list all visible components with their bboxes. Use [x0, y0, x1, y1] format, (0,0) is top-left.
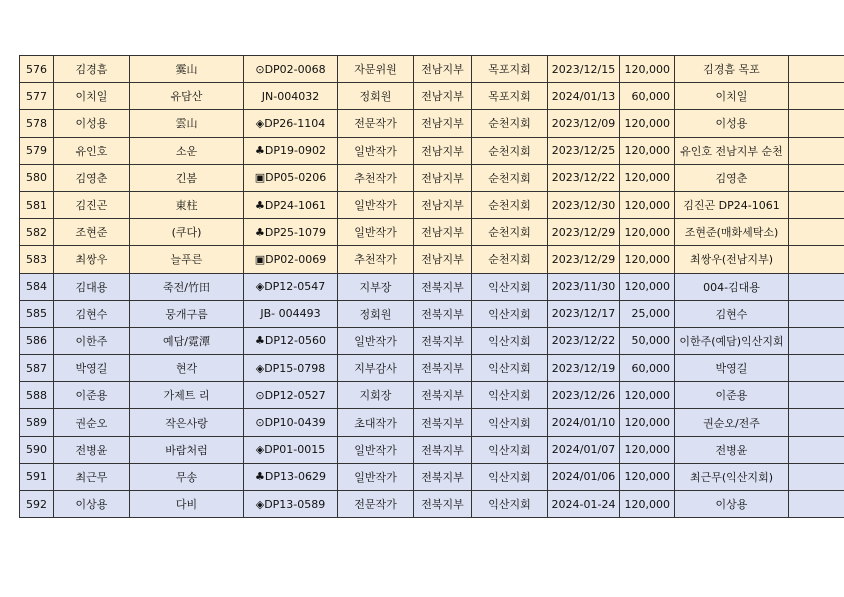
payment-date-cell: 2023/12/09	[548, 110, 620, 137]
payment-amount-cell: 120,000	[620, 409, 675, 436]
note-cell	[789, 246, 844, 273]
table-row	[20, 83, 844, 110]
table-row	[20, 273, 844, 300]
branch-cell: 전북지부	[414, 491, 472, 518]
pen-name-cell: (쿠다)	[130, 219, 244, 246]
chapter-cell: 익산지회	[472, 491, 548, 518]
depositor-name-cell: 김진곤 DP24-1061	[675, 191, 789, 218]
note-cell	[789, 273, 844, 300]
depositor-name-cell: 최쌍우(전남지부)	[675, 246, 789, 273]
pen-name-cell: 무송	[130, 463, 244, 490]
chapter-cell: 목포지회	[472, 56, 548, 83]
payment-amount-cell: 50,000	[620, 327, 675, 354]
pen-name-cell: 예담/霓潭	[130, 327, 244, 354]
payment-date-cell: 2023/11/30	[548, 273, 620, 300]
note-cell	[789, 56, 844, 83]
member-name-cell: 최근무	[54, 463, 130, 490]
member-rank-cell: 정회원	[338, 300, 414, 327]
member-rank-cell: 지회장	[338, 382, 414, 409]
member-rank-cell: 지부감사	[338, 355, 414, 382]
row-number-cell: 584	[20, 273, 54, 300]
branch-cell: 전북지부	[414, 273, 472, 300]
member-rank-cell: 추천작가	[338, 246, 414, 273]
payment-amount-cell: 120,000	[620, 219, 675, 246]
row-number-cell: 580	[20, 164, 54, 191]
member-code-cell: ⊙DP02-0068	[244, 56, 338, 83]
member-rank-cell: 일반작가	[338, 463, 414, 490]
member-rank-cell: 일반작가	[338, 327, 414, 354]
row-number-cell: 590	[20, 436, 54, 463]
chapter-cell: 순천지회	[472, 137, 548, 164]
member-name-cell: 이치일	[54, 83, 130, 110]
pen-name-cell: 현각	[130, 355, 244, 382]
table-row	[20, 436, 844, 463]
chapter-cell: 익산지회	[472, 463, 548, 490]
chapter-cell: 익산지회	[472, 327, 548, 354]
note-cell	[789, 355, 844, 382]
member-rank-cell: 일반작가	[338, 219, 414, 246]
table-row	[20, 164, 844, 191]
member-rank-cell: 일반작가	[338, 137, 414, 164]
member-code-cell: ♣DP25-1079	[244, 219, 338, 246]
table-row	[20, 110, 844, 137]
member-name-cell: 김현수	[54, 300, 130, 327]
member-name-cell: 전병윤	[54, 436, 130, 463]
note-cell	[789, 137, 844, 164]
row-number-cell: 588	[20, 382, 54, 409]
member-code-cell: ◈DP15-0798	[244, 355, 338, 382]
payment-amount-cell: 120,000	[620, 56, 675, 83]
row-number-cell: 592	[20, 491, 54, 518]
table-body	[20, 56, 844, 518]
member-name-cell: 조현준	[54, 219, 130, 246]
member-code-cell: ◈DP12-0547	[244, 273, 338, 300]
member-rank-cell: 전문작가	[338, 491, 414, 518]
payment-amount-cell: 120,000	[620, 137, 675, 164]
pen-name-cell: 가제트 리	[130, 382, 244, 409]
depositor-name-cell: 조현준(매화세탁소)	[675, 219, 789, 246]
pen-name-cell: 다비	[130, 491, 244, 518]
branch-cell: 전남지부	[414, 246, 472, 273]
member-name-cell: 김경흠	[54, 56, 130, 83]
member-name-cell: 권순오	[54, 409, 130, 436]
payment-amount-cell: 120,000	[620, 110, 675, 137]
depositor-name-cell: 이치일	[675, 83, 789, 110]
note-cell	[789, 164, 844, 191]
pen-name-cell: 유담산	[130, 83, 244, 110]
depositor-name-cell: 권순오/전주	[675, 409, 789, 436]
member-code-cell: ♣DP19-0902	[244, 137, 338, 164]
branch-cell: 전남지부	[414, 56, 472, 83]
pen-name-cell: 소운	[130, 137, 244, 164]
table-row	[20, 246, 844, 273]
payment-date-cell: 2023/12/15	[548, 56, 620, 83]
member-code-cell: ▣DP05-0206	[244, 164, 338, 191]
depositor-name-cell: 이준용	[675, 382, 789, 409]
note-cell	[789, 491, 844, 518]
payment-amount-cell: 25,000	[620, 300, 675, 327]
payment-date-cell: 2024-01-24	[548, 491, 620, 518]
payment-date-cell: 2024/01/13	[548, 83, 620, 110]
table-row	[20, 409, 844, 436]
branch-cell: 전북지부	[414, 355, 472, 382]
payment-amount-cell: 120,000	[620, 463, 675, 490]
member-code-cell: ◈DP13-0589	[244, 491, 338, 518]
note-cell	[789, 382, 844, 409]
depositor-name-cell: 이한주(예담)익산지회	[675, 327, 789, 354]
payment-amount-cell: 120,000	[620, 164, 675, 191]
payment-date-cell: 2023/12/29	[548, 246, 620, 273]
payment-amount-cell: 120,000	[620, 191, 675, 218]
row-number-cell: 582	[20, 219, 54, 246]
table-row	[20, 491, 844, 518]
row-number-cell: 583	[20, 246, 54, 273]
member-code-cell: ◈DP26-1104	[244, 110, 338, 137]
pen-name-cell: 늘푸른	[130, 246, 244, 273]
payment-amount-cell: 120,000	[620, 273, 675, 300]
member-code-cell: ▣DP02-0069	[244, 246, 338, 273]
member-rank-cell: 초대작가	[338, 409, 414, 436]
row-number-cell: 579	[20, 137, 54, 164]
pen-name-cell: 뭉개구름	[130, 300, 244, 327]
member-code-cell: JB- 004493	[244, 300, 338, 327]
note-cell	[789, 191, 844, 218]
chapter-cell: 익산지회	[472, 409, 548, 436]
depositor-name-cell: 최근무(익산지회)	[675, 463, 789, 490]
member-code-cell: ⊙DP10-0439	[244, 409, 338, 436]
pen-name-cell: 雲山	[130, 110, 244, 137]
member-rank-cell: 일반작가	[338, 191, 414, 218]
branch-cell: 전남지부	[414, 83, 472, 110]
payment-date-cell: 2023/12/17	[548, 300, 620, 327]
depositor-name-cell: 김경흠 목포	[675, 56, 789, 83]
row-number-cell: 589	[20, 409, 54, 436]
chapter-cell: 순천지회	[472, 164, 548, 191]
member-code-cell: ♣DP13-0629	[244, 463, 338, 490]
pen-name-cell: 긴봄	[130, 164, 244, 191]
payment-date-cell: 2024/01/06	[548, 463, 620, 490]
row-number-cell: 577	[20, 83, 54, 110]
note-cell	[789, 83, 844, 110]
member-rank-cell: 지부장	[338, 273, 414, 300]
member-name-cell: 이상용	[54, 491, 130, 518]
branch-cell: 전북지부	[414, 436, 472, 463]
member-name-cell: 유인호	[54, 137, 130, 164]
member-rank-cell: 추천작가	[338, 164, 414, 191]
payment-amount-cell: 120,000	[620, 246, 675, 273]
payment-amount-cell: 60,000	[620, 83, 675, 110]
payment-date-cell: 2024/01/07	[548, 436, 620, 463]
table-row	[20, 219, 844, 246]
row-number-cell: 576	[20, 56, 54, 83]
row-number-cell: 587	[20, 355, 54, 382]
depositor-name-cell: 004-김대용	[675, 273, 789, 300]
note-cell	[789, 300, 844, 327]
table-row	[20, 355, 844, 382]
chapter-cell: 익산지회	[472, 355, 548, 382]
member-name-cell: 이준용	[54, 382, 130, 409]
member-code-cell: ♣DP24-1061	[244, 191, 338, 218]
table-row	[20, 382, 844, 409]
pen-name-cell: 霙山	[130, 56, 244, 83]
member-name-cell: 최쌍우	[54, 246, 130, 273]
row-number-cell: 591	[20, 463, 54, 490]
payment-date-cell: 2023/12/26	[548, 382, 620, 409]
depositor-name-cell: 김현수	[675, 300, 789, 327]
member-rank-cell: 전문작가	[338, 110, 414, 137]
chapter-cell: 순천지회	[472, 191, 548, 218]
chapter-cell: 순천지회	[472, 219, 548, 246]
member-rank-cell: 일반작가	[338, 436, 414, 463]
row-number-cell: 578	[20, 110, 54, 137]
depositor-name-cell: 전병윤	[675, 436, 789, 463]
pen-name-cell: 죽전/竹田	[130, 273, 244, 300]
chapter-cell: 목포지회	[472, 83, 548, 110]
table-row	[20, 327, 844, 354]
branch-cell: 전남지부	[414, 137, 472, 164]
table-row	[20, 191, 844, 218]
chapter-cell: 익산지회	[472, 273, 548, 300]
payment-amount-cell: 120,000	[620, 436, 675, 463]
chapter-cell: 익산지회	[472, 436, 548, 463]
depositor-name-cell: 유인호 전남지부 순천	[675, 137, 789, 164]
member-name-cell: 김영춘	[54, 164, 130, 191]
note-cell	[789, 219, 844, 246]
depositor-name-cell: 박영길	[675, 355, 789, 382]
table-row	[20, 463, 844, 490]
member-code-cell: ♣DP12-0560	[244, 327, 338, 354]
member-code-cell: JN-004032	[244, 83, 338, 110]
row-number-cell: 586	[20, 327, 54, 354]
payment-amount-cell: 120,000	[620, 382, 675, 409]
branch-cell: 전북지부	[414, 463, 472, 490]
branch-cell: 전북지부	[414, 409, 472, 436]
chapter-cell: 익산지회	[472, 300, 548, 327]
payment-amount-cell: 60,000	[620, 355, 675, 382]
member-rank-cell: 정회원	[338, 83, 414, 110]
table-row	[20, 137, 844, 164]
member-name-cell: 박영길	[54, 355, 130, 382]
member-payment-table	[19, 55, 844, 518]
pen-name-cell: 東柱	[130, 191, 244, 218]
note-cell	[789, 463, 844, 490]
member-name-cell: 김진곤	[54, 191, 130, 218]
chapter-cell: 순천지회	[472, 246, 548, 273]
table-row	[20, 300, 844, 327]
table-row	[20, 56, 844, 83]
chapter-cell: 익산지회	[472, 382, 548, 409]
branch-cell: 전남지부	[414, 191, 472, 218]
pen-name-cell: 작은사랑	[130, 409, 244, 436]
member-name-cell: 이한주	[54, 327, 130, 354]
payment-date-cell: 2024/01/10	[548, 409, 620, 436]
branch-cell: 전북지부	[414, 300, 472, 327]
member-name-cell: 이성용	[54, 110, 130, 137]
payment-amount-cell: 120,000	[620, 491, 675, 518]
note-cell	[789, 436, 844, 463]
branch-cell: 전남지부	[414, 110, 472, 137]
payment-date-cell: 2023/12/25	[548, 137, 620, 164]
payment-date-cell: 2023/12/19	[548, 355, 620, 382]
note-cell	[789, 327, 844, 354]
member-name-cell: 김대용	[54, 273, 130, 300]
payment-date-cell: 2023/12/22	[548, 164, 620, 191]
branch-cell: 전남지부	[414, 219, 472, 246]
branch-cell: 전북지부	[414, 327, 472, 354]
branch-cell: 전북지부	[414, 382, 472, 409]
note-cell	[789, 409, 844, 436]
member-rank-cell: 자문위원	[338, 56, 414, 83]
row-number-cell: 581	[20, 191, 54, 218]
depositor-name-cell: 김영춘	[675, 164, 789, 191]
note-cell	[789, 110, 844, 137]
payment-date-cell: 2023/12/30	[548, 191, 620, 218]
member-code-cell: ◈DP01-0015	[244, 436, 338, 463]
payment-date-cell: 2023/12/22	[548, 327, 620, 354]
payment-date-cell: 2023/12/29	[548, 219, 620, 246]
member-code-cell: ⊙DP12-0527	[244, 382, 338, 409]
row-number-cell: 585	[20, 300, 54, 327]
pen-name-cell: 바람처럼	[130, 436, 244, 463]
depositor-name-cell: 이상용	[675, 491, 789, 518]
chapter-cell: 순천지회	[472, 110, 548, 137]
depositor-name-cell: 이성용	[675, 110, 789, 137]
branch-cell: 전남지부	[414, 164, 472, 191]
